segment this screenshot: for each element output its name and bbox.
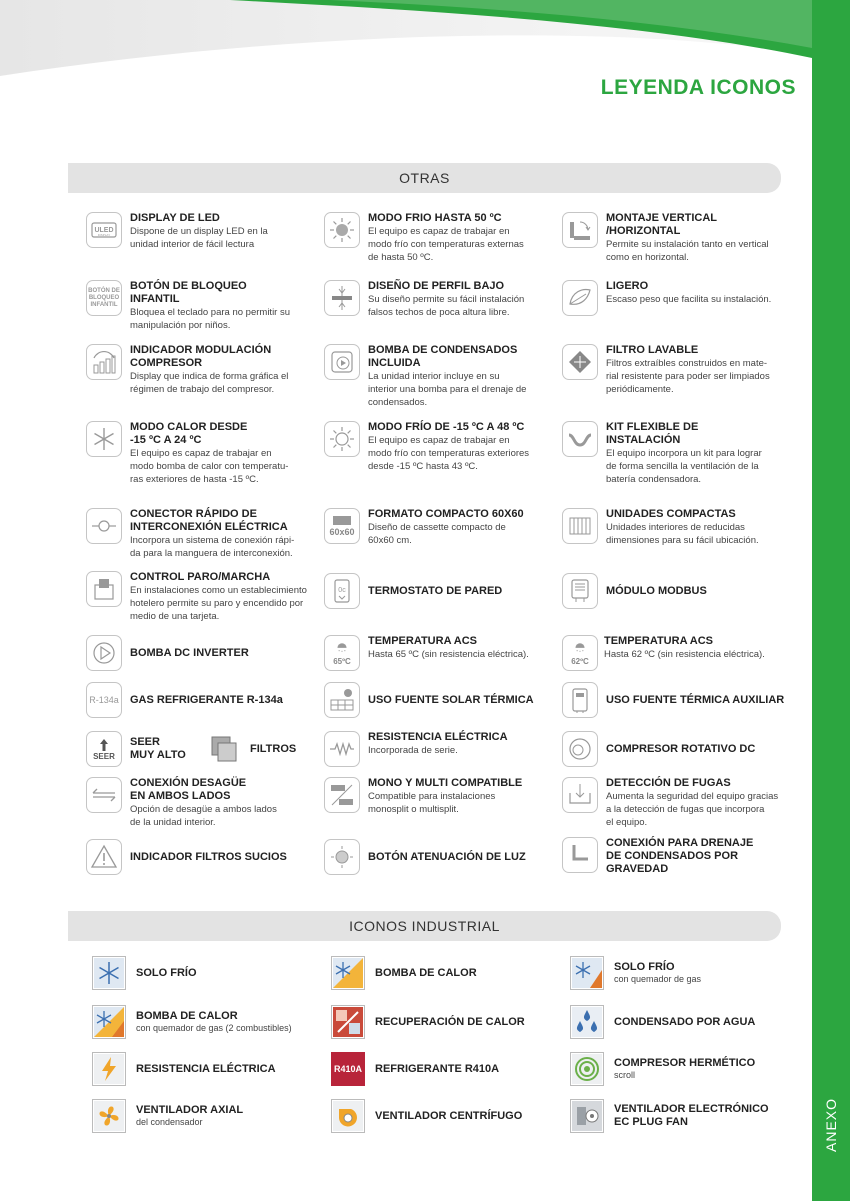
solar-panel-icon (324, 682, 360, 718)
child-lock-icon: BOTÓN DE BLOQUEO INFANTIL (86, 280, 122, 316)
item-modo-calor: MODO CALOR DESDE -15 ºC A 24 ºC El equipo es capaz de trabajar en modo bomba de calor con temperatu- ras exteriores de hasta -15 ºC. (86, 421, 288, 486)
refrigerant-r410a-icon: R410A (331, 1052, 365, 1086)
item-mono-multi: MONO Y MULTI COMPATIBLE Compatible para instalaciones monosplit o multisplit. (324, 777, 522, 816)
plug-connector-icon (86, 508, 122, 544)
ind-electronico: VENTILADOR ELECTRÓNICO EC PLUG FAN (570, 1099, 769, 1133)
compact-unit-icon (562, 508, 598, 544)
ind-solo-frio-gas: SOLO FRÍO con quemador de gas (570, 956, 701, 990)
ind-solo-frio: SOLO FRÍO (92, 956, 197, 990)
dimmer-light-icon (324, 839, 360, 875)
cold-gas-burner-icon (570, 956, 604, 990)
side-label: ANEXO (823, 1097, 840, 1153)
boiler-icon (562, 682, 598, 718)
modbus-module-icon (562, 573, 598, 609)
item-kit-flexible: KIT FLEXIBLE DE INSTALACIÓN El equipo incorpora un kit para lograr de forma sencilla la ventilación de la batería condensadora. (562, 421, 762, 486)
rotary-compressor-icon (562, 731, 598, 767)
heat-recovery-icon (331, 1005, 365, 1039)
item-atenuacion: BOTÓN ATENUACIÓN DE LUZ (324, 839, 526, 875)
leaf-icon (562, 280, 598, 316)
side-bar (812, 0, 850, 1201)
item-bomba-dc: BOMBA DC INVERTER (86, 635, 249, 671)
item-seer: SEER SEER MUY ALTO (86, 731, 186, 767)
item-unidades-compactas: UNIDADES COMPACTAS Unidades interiores de reducidas dimensiones para su fácil ubicación. (562, 508, 759, 547)
item-resistencia: RESISTENCIA ELÉCTRICA Incorporada de serie. (324, 731, 508, 767)
heat-pump-gas-icon (92, 1005, 126, 1039)
item-modo-frio-rango: MODO FRÍO DE -15 ºC A 48 ºC El equipo es capaz de trabajar en modo frío con temperaturas exteriores desde -15 ºC hasta 43 ºC. (324, 421, 529, 473)
warning-triangle-icon (86, 839, 122, 875)
item-filtros-sucios: INDICADOR FILTROS SUCIOS (86, 839, 287, 875)
item-filtro-lavable: FILTRO LAVABLE Filtros extraíbles construidos en mate- rial resistente para poder ser limpiados periódicamente. (562, 344, 770, 396)
ind-hermetico: COMPRESOR HERMÉTICO scroll (570, 1052, 755, 1086)
section-header-otras: OTRAS (68, 163, 781, 193)
item-montaje: MONTAJE VERTICAL /HORIZONTAL Permite su instalación tanto en vertical como en horizontal. (562, 212, 769, 264)
pump-icon (86, 635, 122, 671)
seer-arrow-icon: SEER (86, 731, 122, 767)
item-modulacion: INDICADOR MODULACIÓN COMPRESOR Display que indica de forma gráfica el régimen de trabajo del compresor. (86, 344, 288, 396)
item-r134a: R-134a GAS REFRIGERANTE R-134a (86, 682, 283, 718)
heat-pump-icon (331, 956, 365, 990)
item-conector: CONECTOR RÁPIDO DE INTERCONEXIÓN ELÉCTRICA Incorpora un sistema de conexión rápi- da para la manguera de interconexión. (86, 508, 294, 560)
item-boton-bloqueo: BOTÓN DE BLOQUEO INFANTIL BOTÓN DE BLOQUEO INFANTIL Bloquea el teclado para no permitir su manipulación por niños. (86, 280, 290, 332)
item-filtros: FILTROS (206, 731, 296, 767)
ec-plug-fan-icon (570, 1099, 604, 1133)
ind-centrifugo: VENTILADOR CENTRÍFUGO (331, 1099, 522, 1133)
item-title: DISPLAY DE LED (130, 212, 220, 224)
item-solar: USO FUENTE SOLAR TÉRMICA (324, 682, 534, 718)
svg-text:0c: 0c (338, 587, 346, 594)
item-fugas: DETECCIÓN DE FUGAS Aumenta la seguridad del equipo gracias a la detección de fugas que incorpora el equipo. (562, 777, 778, 829)
ind-axial: VENTILADOR AXIAL del condensador (92, 1099, 243, 1133)
snowflake-icon (92, 956, 126, 990)
item-auxiliar: USO FUENTE TÉRMICA AUXILIAR (562, 682, 784, 718)
resistor-icon (324, 731, 360, 767)
shower-62-icon: 62ºC (562, 635, 598, 671)
shower-65-icon: 65ºC (324, 635, 360, 671)
lightning-icon (92, 1052, 126, 1086)
axial-fan-icon (92, 1099, 126, 1133)
bar-gauge-icon (86, 344, 122, 380)
leak-detection-icon (562, 777, 598, 813)
item-rotativo: COMPRESOR ROTATIVO DC (562, 731, 755, 767)
ind-resistencia: RESISTENCIA ELÉCTRICA (92, 1052, 276, 1086)
item-acs65: 65ºC TEMPERATURA ACS Hasta 65 ºC (sin resistencia eléctrica). (324, 635, 529, 671)
item-ligero: LIGERO Escaso peso que facilita su instalación. (562, 280, 771, 316)
item-drenaje: CONEXIÓN PARA DRENAJE DE CONDENSADOS POR GRAVEDAD (562, 837, 753, 876)
low-profile-icon (324, 280, 360, 316)
item-control-paro: CONTROL PARO/MARCHA En instalaciones como un establecimiento hotelero permite su paro y encendido por medio de una tarjeta. (86, 571, 307, 623)
page-title: LEYENDA ICONOS (600, 76, 796, 99)
multisplit-icon (324, 777, 360, 813)
svg-text:DISPLAY: DISPLAY (97, 233, 111, 237)
item-formato-compacto: 60x60 FORMATO COMPACTO 60X60 Diseño de cassette compacto de 60x60 cm. (324, 508, 524, 547)
refrigerant-r134a-icon: R-134a (86, 682, 122, 718)
ind-r410a: R410A REFRIGERANTE R410A (331, 1052, 499, 1086)
item-bomba-condensados: BOMBA DE CONDENSADOS INCLUIDA La unidad interior incluye en su interior una bomba para el drenaje de condensados. (324, 344, 526, 409)
sun-outline-icon (324, 421, 360, 457)
item-modo-frio: MODO FRIO HASTA 50 ºC El equipo es capaz de trabajar en modo frío con temperaturas externas de hasta 50 ºC. (324, 212, 524, 264)
vertical-horizontal-icon (562, 212, 598, 248)
thermostat-icon (324, 573, 360, 609)
snowflake-icon (86, 421, 122, 457)
item-perfil-bajo: DISEÑO DE PERFIL BAJO Su diseño permite su fácil instalación falsos techos de poca altura libre. (324, 280, 524, 319)
ind-bomba-calor-gas: BOMBA DE CALOR con quemador de gas (2 combustibles) (92, 1005, 292, 1039)
item-acs62: 62ºC TEMPERATURA ACS Hasta 62 ºC (sin resistencia eléctrica). (562, 635, 765, 671)
ind-recuperacion: RECUPERACIÓN DE CALOR (331, 1005, 525, 1039)
washable-filter-icon (562, 344, 598, 380)
item-termostato: 0c TERMOSTATO DE PARED (324, 573, 502, 609)
centrifugal-fan-icon (331, 1099, 365, 1133)
flexible-pipe-icon (562, 421, 598, 457)
ind-bomba-calor: BOMBA DE CALOR (331, 956, 477, 990)
ind-condensado-agua: CONDENSADO POR AGUA (570, 1005, 755, 1039)
filter-grid-icon (206, 731, 242, 767)
card-slot-icon (86, 571, 122, 607)
svg-text:ULED: ULED (94, 227, 114, 234)
condensate-pump-icon (324, 344, 360, 380)
gravity-drain-icon (562, 837, 598, 873)
section-header-industrial: ICONOS INDUSTRIAL (68, 911, 781, 941)
item-desague: CONEXIÓN DESAGÜE EN AMBOS LADOS Opción de desagüe a ambos lados de la unidad interior. (86, 777, 277, 829)
cassette-60x60-icon: 60x60 (324, 508, 360, 544)
drain-arrows-icon (86, 777, 122, 813)
water-drops-icon (570, 1005, 604, 1039)
sun-icon (324, 212, 360, 248)
led-display-icon (86, 212, 122, 248)
item-modbus: MÓDULO MODBUS (562, 573, 707, 609)
item-display-led: ULED DISPLAY DISPLAY DE LED Dispone de un display LED en la unidad interior de fácil lectura (86, 212, 268, 251)
scroll-compressor-icon (570, 1052, 604, 1086)
